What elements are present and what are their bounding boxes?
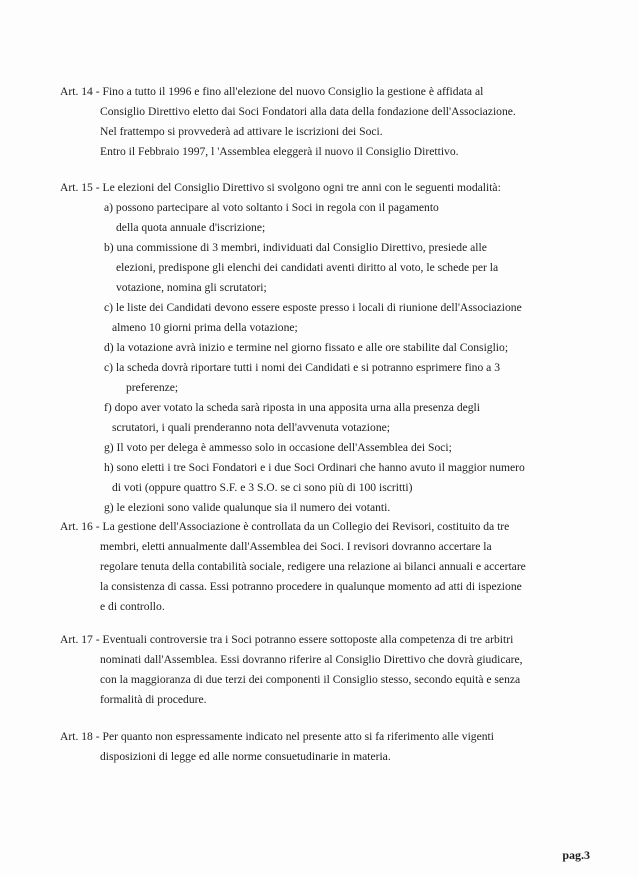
article-15-item-h: h) sono eletti i tre Soci Fondatori e i due Soci Ordinari che hanno avuto il maggior numero <box>104 461 525 474</box>
article-15-item-a-cont: della quota annuale d'iscrizione; <box>116 221 266 234</box>
article-16-line: la consistenza di cassa. Essi potranno procedere in qualunque momento ad atti di ispezione <box>100 580 522 593</box>
article-14 <box>60 82 620 162</box>
article-15-item-b-cont: elezioni, predispone gli elenchi dei candidati aventi diritto al voto, le schede per la <box>116 261 499 274</box>
article-16-line: membri, eletti annualmente dall'Assemblea dei Soci. I revisori dovranno accertare la <box>100 540 492 553</box>
article-15-item-c: c) le liste dei Candidati devono essere esposte presso i locali di riunione dell'Associazione <box>104 301 522 314</box>
article-15 <box>60 178 620 518</box>
article-17-line: formalità di procedure. <box>100 693 207 706</box>
article-15-intro: Art. 15 - Le elezioni del Consiglio Direttivo si svolgono ogni tre anni con le seguenti modalità: <box>60 181 501 194</box>
article-17 <box>60 630 620 710</box>
article-14-line: Art. 14 - Fino a tutto il 1996 e fino all'elezione del nuovo Consiglio la gestione è affidata al <box>60 85 484 98</box>
article-15-item-a: a) possono partecipare al voto soltanto i Soci in regola con il pagamento <box>104 201 439 214</box>
article-18 <box>60 727 620 767</box>
article-18-line: disposizioni di legge ed alle norme consuetudinarie in materia. <box>100 750 391 763</box>
article-15-item-c-cont: almeno 10 giorni prima della votazione; <box>112 321 298 334</box>
article-16 <box>60 517 620 617</box>
article-15-item-b: b) una commissione di 3 membri, individuati dal Consiglio Direttivo, presiede alle <box>104 241 487 254</box>
article-14-line: Nel frattempo si provvederà ad attivare le iscrizioni dei Soci. <box>100 125 383 138</box>
article-18-line: Art. 18 - Per quanto non espressamente indicato nel presente atto si fa riferimento alle vigenti <box>60 730 494 743</box>
article-15-item-f: f) dopo aver votato la scheda sarà riposta in una apposita urna alla presenza degli <box>104 401 481 414</box>
page-number: pag.3 <box>562 848 590 862</box>
article-15-item-f-cont: scrutatori, i quali prenderanno nota dell'avvenuta votazione; <box>112 421 390 434</box>
article-15-item-g2: g) le elezioni sono valide qualunque sia il numero dei votanti. <box>104 501 391 514</box>
article-15-item-b-cont: votazione, nomina gli scrutatori; <box>116 281 267 294</box>
article-14-line: Consiglio Direttivo eletto dai Soci Fondatori alla data della fondazione dell'Associazione. <box>100 105 516 118</box>
article-16-line: regolare tenuta della contabilità sociale, redigere una relazione ai bilanci annuali e accertare <box>100 560 526 573</box>
article-15-item-g: g) Il voto per delega è ammesso solo in occasione dell'Assemblea dei Soci; <box>104 441 452 454</box>
article-15-item-h-cont: di voti (oppure quattro S.F. e 3 S.O. se ci sono più di 100 iscritti) <box>112 481 413 494</box>
article-17-line: Art. 17 - Eventuali controversie tra i Soci potranno essere sottoposte alla competenza di tre arbitri <box>60 633 514 646</box>
article-16-line: Art. 16 - La gestione dell'Associazione è controllata da un Collegio dei Revisori, costituito da tre <box>60 520 510 533</box>
article-17-line: nominati dall'Assemblea. Essi dovranno riferire al Consiglio Direttivo che dovrà giudicare, <box>100 653 523 666</box>
article-15-item-e-cont: preferenze; <box>126 381 179 394</box>
article-15-item-d: d) la votazione avrà inizio e termine nel giorno fissato e alle ore stabilite dal Consiglio; <box>104 341 509 354</box>
article-15-item-e: c) la scheda dovrà riportare tutti i nomi dei Candidati e si potranno esprimere fino a 3 <box>104 361 500 374</box>
article-17-line: con la maggioranza di due terzi dei componenti il Consiglio stesso, secondo equità e senza <box>100 673 521 686</box>
article-14-line: Entro il Febbraio 1997, l 'Assemblea eleggerà il nuovo il Consiglio Direttivo. <box>100 145 459 158</box>
article-16-line: e di controllo. <box>100 600 165 613</box>
